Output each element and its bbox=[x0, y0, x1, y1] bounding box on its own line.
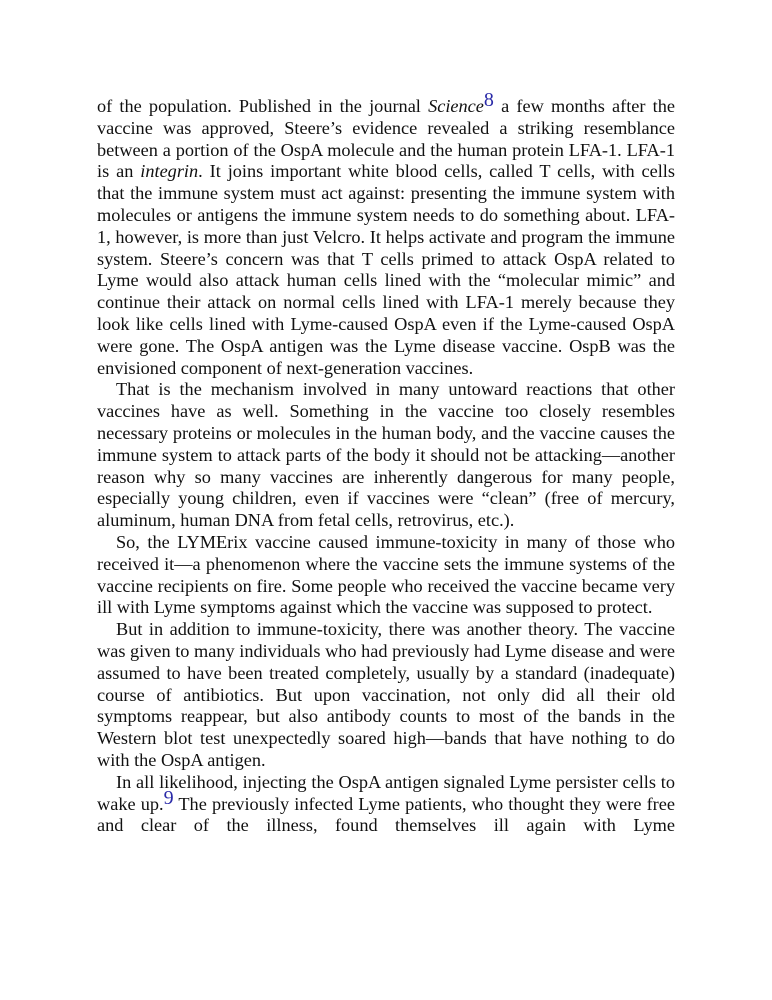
footnote-marker[interactable]: 8 bbox=[483, 89, 494, 111]
paragraph-text: In all likelihood, injecting the OspA antigen signaled Lyme persister cells to wake up. bbox=[97, 771, 675, 814]
page-body bbox=[97, 89, 675, 837]
paragraph bbox=[97, 619, 675, 772]
paragraph bbox=[97, 89, 675, 379]
paragraph-text: a few months after the vaccine was approved, Steere’s evidence revealed a striking resemblance between a portion of the OspA molecule and the human protein LFA-1. LFA-1 is an bbox=[97, 96, 675, 182]
paragraph bbox=[97, 379, 675, 532]
paragraph-text: So, the LYMErix vaccine caused immune-toxicity in many of those who received it—a phenomenon where the vaccine sets the immune systems of the vaccine recipients on fire. Some people who received the vaccine became very ill with Lyme symptoms against which the vaccine was supposed to protect. bbox=[97, 531, 675, 618]
journal-title: Science bbox=[428, 96, 484, 116]
footnote-marker[interactable]: 9 bbox=[163, 786, 174, 809]
paragraph bbox=[97, 772, 675, 837]
paragraph-text: The previously infected Lyme patients, who thought they were free and clear of the illness, found themselves ill again with Lyme bbox=[97, 793, 675, 836]
paragraph-text: But in addition to immune-toxicity, there was another theory. The vaccine was given to many individuals who had previously had Lyme disease and were assumed to have been treated completely, usually by a standard (inadequate) course of antibiotics. But upon vaccination, not only did all their old symptoms reappear, but also antibody counts to most of the bands in the Western blot test unexpectedly soared high—bands that have nothing to do with the OspA antigen. bbox=[97, 619, 675, 770]
emphasized-term: integrin bbox=[140, 161, 199, 182]
paragraph bbox=[97, 532, 675, 619]
paragraph-text: of the population. Published in the journal bbox=[97, 96, 429, 116]
paragraph-text: That is the mechanism involved in many untoward reactions that other vaccines have as well. Something in the vaccine too closely resembles necessary proteins or molecules in the human body, and the vaccine causes the immune system to attack parts of the body it should not be attacking—another reason why so many vaccines are inherently dangerous for many people, especially young children, even if vaccines were “clean” (free of mercury, aluminum, human DNA from fetal cells, retrovirus, etc.). bbox=[97, 379, 675, 531]
paragraph-text: . It joins important white blood cells, called T cells, with cells that the immune system must act against: presenting the immune system with molecules or antigens the immune system needs to do something about. LFA-1, however, is more than just Velcro. It helps activate and program the immune system. Steere’s concern was that T cells primed to attack OspA related to Lyme would also attack human cells lined with the “molecular mimic” and continue their attack on normal cells lined with LFA-1 merely because they look like cells lined with Lyme-caused OspA even if the Lyme-caused OspA were gone. The OspA antigen was the Lyme disease vaccine. OspB was the envisioned component of next-generation vaccines. bbox=[97, 161, 675, 378]
